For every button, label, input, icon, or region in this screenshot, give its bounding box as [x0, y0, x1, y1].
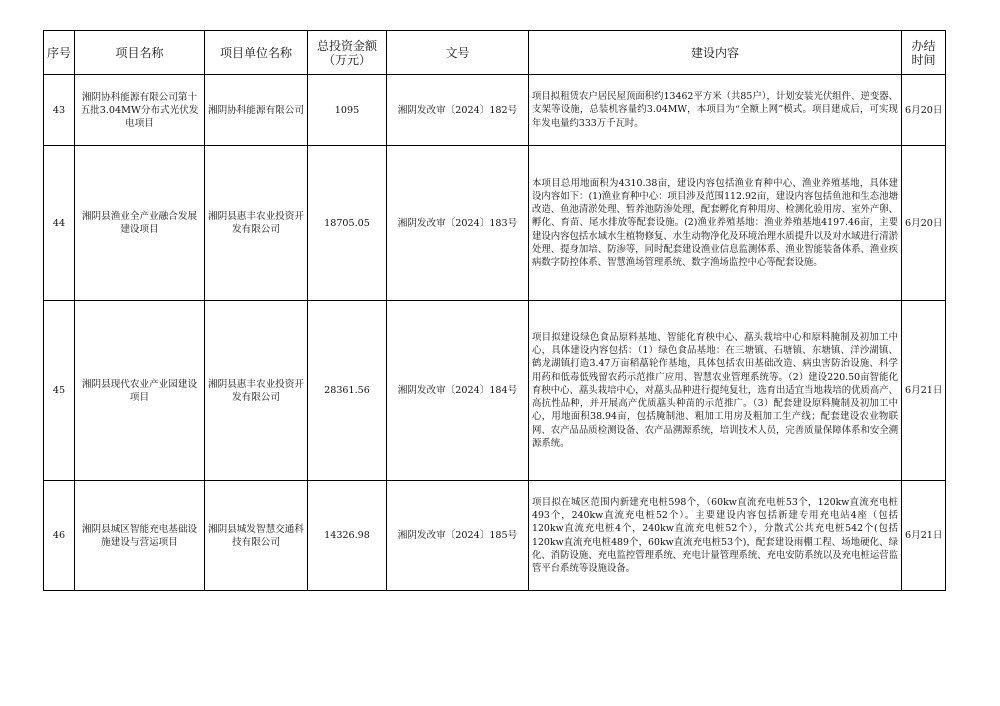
cell-content: 项目拟在城区范围内新建充电桩598个，（60kw直流充电桩53个，120kw直流充电桩493个，240kw直流充电桩52个）。主要建设内容包括新建专用充电站4座（包括120kw直流充电桩4个，240kw直流充电桩52个），分散式公共充电桩542个(包括120kw直流充电桩489个，60kw直流充电桩53个)，配套建设雨棚工程、场地硬化、绿化、消防设施、充电监控管理系统、充电计量管理系统、充电安防系统以及充电桩运营监管平台系统等设施设备。	[529, 481, 902, 591]
header-seq: 序号	[44, 31, 75, 75]
cell-investment: 14326.98	[308, 481, 387, 591]
cell-content: 项目拟租赁农户居民屋顶面积约13462平方米（共85户），计划安装光伏组件、逆变器、支架等设施，总装机容量约3.04MW，本项目为“全额上网”模式。项目建成后，可实现年发电量约333万千瓦时。	[529, 75, 902, 146]
table-row	[44, 75, 946, 146]
cell-seq: 43	[44, 75, 75, 146]
cell-project-name: 湘阴县渔业全产业融合发展建设项目	[75, 146, 205, 301]
approval-table-sheet	[43, 30, 945, 591]
cell-seq: 46	[44, 481, 75, 591]
cell-content: 项目拟建设绿色食品原料基地、智能化育秧中心、藠头栽培中心和原料腌制及初加工中心，具体建设内容包括：（1）绿色食品基地：在三塘镇、石塘镇、东塘镇、洋沙湖镇、鹤龙湖镇打造3.47万亩稻藠轮作基地，具体包括农田基础改造、病虫害防治设施、科学用药和低毒低残留农药示范推广应用、智慧农业管理系统等。（2）建设220.50亩智能化育秧中心、藠头栽培中心，对藠头品种进行提纯复壮，选育出适宜当地栽培的优质高产、高抗性品种，并开展高产优质藠头种苗的示范推广。（3）配套建设原料腌制及初加工中心，用地面积38.94亩，包括腌制池、粗加工用房及粗加工生产线；配套建设农业物联网、农产品品质检测设备、农产品溯源系统，培训技术人员，完善质量保障体系和安全溯源系统。	[529, 301, 902, 481]
cell-doc-no: 湘阴发改审〔2024〕182号	[387, 75, 529, 146]
header-date-line2: 时间	[911, 52, 936, 67]
header-date	[902, 31, 946, 75]
cell-doc-no: 湘阴发改审〔2024〕183号	[387, 146, 529, 301]
table-header-row	[44, 31, 946, 75]
cell-unit-name: 湘阴县城发智慧交通科技有限公司	[205, 481, 308, 591]
header-investment	[308, 31, 387, 75]
cell-date: 6月21日	[902, 301, 946, 481]
table-row	[44, 301, 946, 481]
table-row	[44, 146, 946, 301]
cell-date: 6月20日	[902, 146, 946, 301]
header-content: 建设内容	[529, 31, 902, 75]
cell-date: 6月20日	[902, 75, 946, 146]
header-investment-line2: （万元）	[322, 52, 371, 67]
table-row	[44, 481, 946, 591]
header-project-name: 项目名称	[75, 31, 205, 75]
cell-seq: 45	[44, 301, 75, 481]
cell-investment: 1095	[308, 75, 387, 146]
cell-unit-name: 湘阴协科能源有限公司	[205, 75, 308, 146]
cell-doc-no: 湘阴发改审〔2024〕185号	[387, 481, 529, 591]
cell-project-name: 湘阴县现代农业产业园建设项目	[75, 301, 205, 481]
header-date-line1: 办结	[911, 38, 936, 53]
cell-doc-no: 湘阴发改审〔2024〕184号	[387, 301, 529, 481]
project-approval-table	[43, 30, 946, 591]
header-doc-no: 文号	[387, 31, 529, 75]
cell-content: 本项目总用地面积为4310.38亩，建设内容包括渔业育种中心、渔业养殖基地，具体建设内容如下：(1)渔业育种中心：项目涉及范围112.92亩，建设内容包括鱼池和生态池塘改造、鱼池清淤处理、暂养池防渗处理，配套孵化育种用房、检测化验用房、室外产卵、孵化、育苗、尾水排放等配套设施。(2)渔业养殖基地：渔业养殖基地4197.46亩，主要建设内容包括水域水生植物修复、水生动物净化及环境治理水质提升以及对水域进行清淤处理、提身加培、防渗等，同时配套建设渔业信息监测体系、渔业智能装备体系、渔业疾病数字防控体系、智慧渔场管理系统、数字渔场监控中心等配套设施。	[529, 146, 902, 301]
cell-unit-name: 湘阴县惠丰农业投资开发有限公司	[205, 146, 308, 301]
header-investment-line1: 总投资金额	[316, 38, 377, 53]
cell-project-name: 湘阴县城区智能充电基础设施建设与营运项目	[75, 481, 205, 591]
cell-date: 6月21日	[902, 481, 946, 591]
cell-investment: 18705.05	[308, 146, 387, 301]
header-unit-name: 项目单位名称	[205, 31, 308, 75]
cell-project-name: 湘阴协科能源有限公司第十五批3.04MW分布式光伏发电项目	[75, 75, 205, 146]
cell-investment: 28361.56	[308, 301, 387, 481]
cell-unit-name: 湘阴县惠丰农业投资开发有限公司	[205, 301, 308, 481]
cell-seq: 44	[44, 146, 75, 301]
